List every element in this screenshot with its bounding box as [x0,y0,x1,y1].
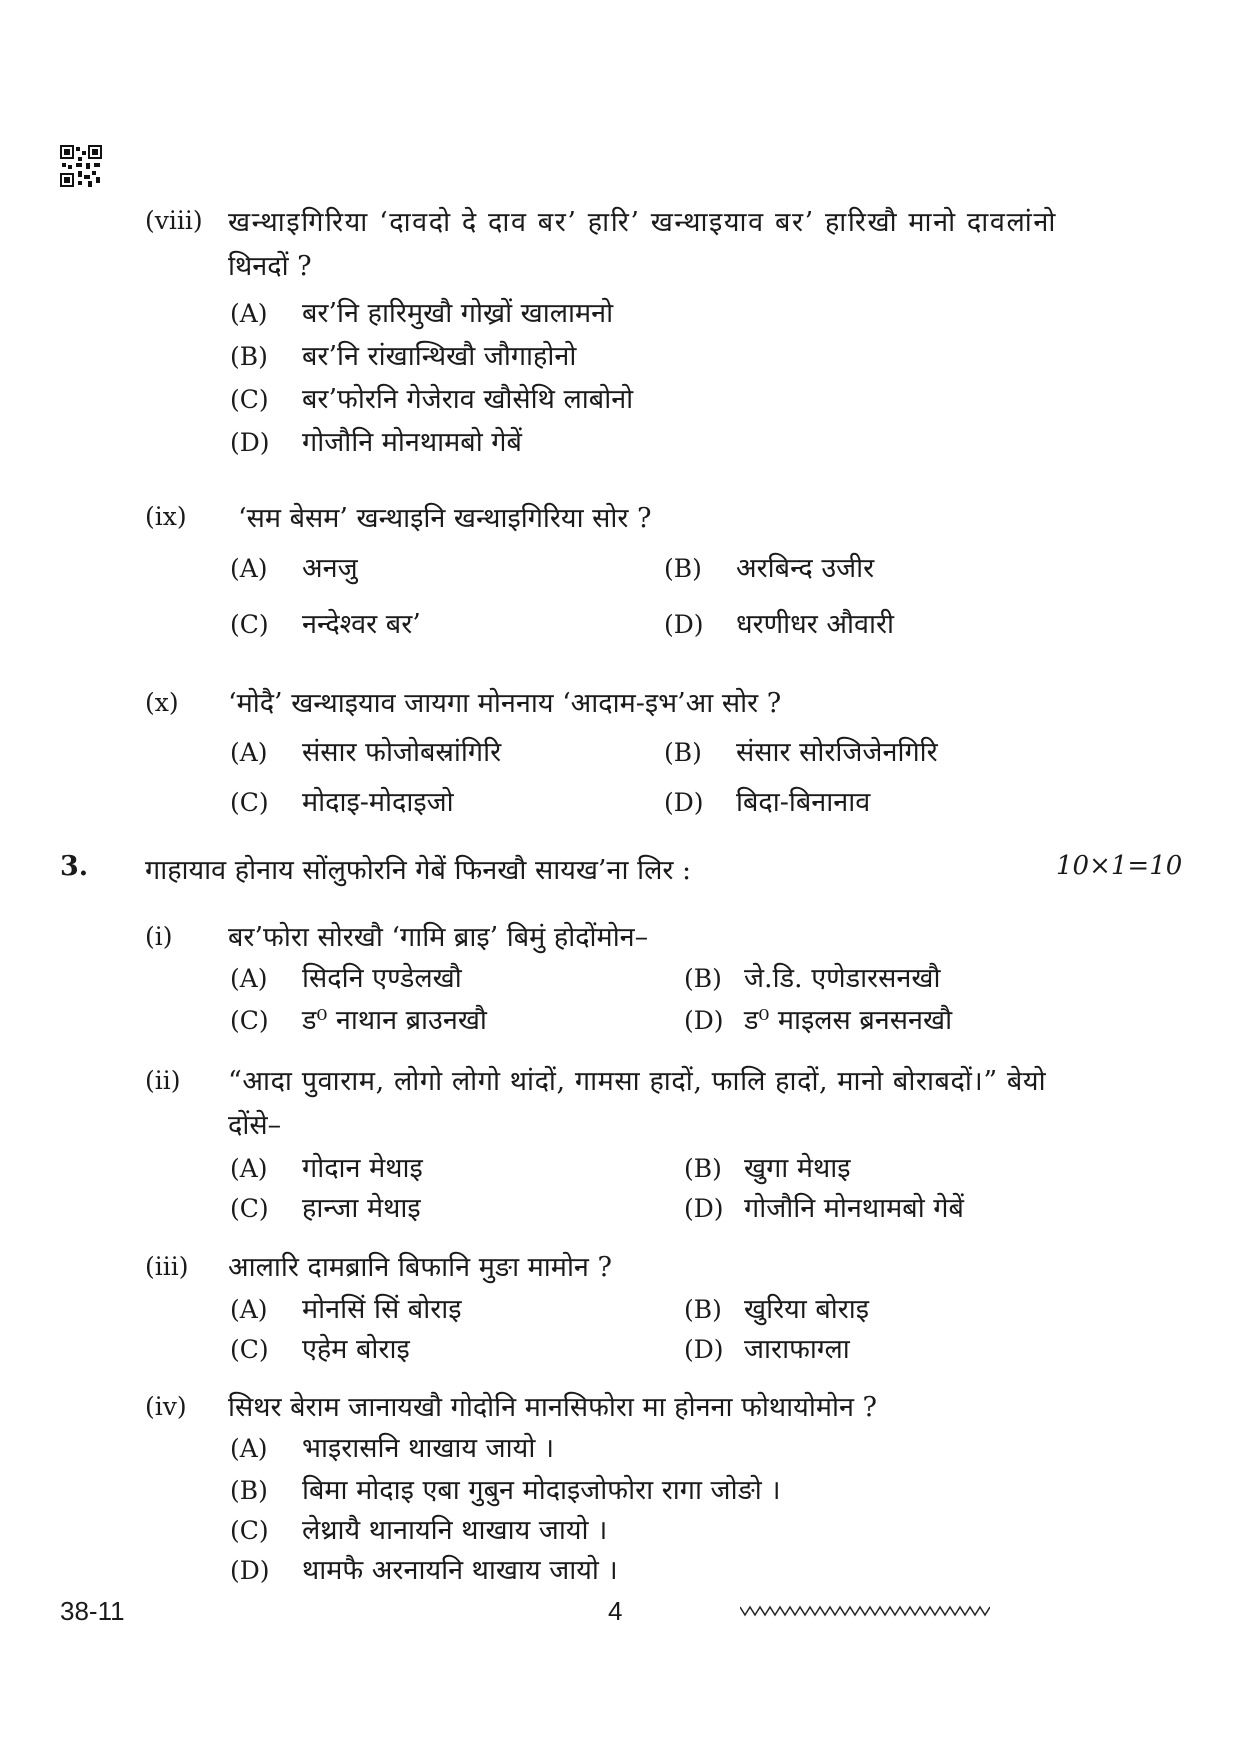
option-ix-a: (A) अनजु [230,553,358,584]
question-viii-text-line2: थिनदों ? [228,251,312,282]
question-3-i-number: (i) [145,922,173,951]
question-ix-number: (ix) [145,502,187,531]
option-3-iv-b: (B) बिमा मोदाइ एबा गुबुन मोदाइजोफोरा रागा जोङो । [230,1475,781,1506]
question-3-iv-text: सिथर बेराम जानायखौ गोदोनि मानसिफोरा मा होनना फोथायोमोन ? [228,1392,878,1423]
option-3-i-c: (C) ड⁰ नाथान ब्राउनखौ [230,1005,487,1036]
option-viii-b: (B) बर’नि रांखान्थिखौ जौगाहोनो [230,341,577,372]
option-3-iv-d: (D) थामफै अरनायनि थाखाय जायो । [230,1555,618,1586]
option-3-i-b: (B) जे.डि. एणेडारसनखौ [684,963,941,994]
question-3-ii-text-line1: “आदा पुवाराम, लोगो लोगो थांदों, गामसा हादों, फालि हादों, मानो बोराबदों।” बेयो [228,1066,1047,1097]
question-viii-text-line1: खन्थाइगिरिया ‘दावदो दे दाव बर’ हारि’ खन्थाइयाव बर’ हारिखौ मानो दावलांनो [228,207,1057,238]
option-ix-c: (C) नन्देश्वर बर’ [230,609,421,640]
option-viii-a: (A) बर’नि हारिमुखौ गोख्रों खालामनो [230,298,614,329]
question-3-iii-text: आलारि दामब्रानि बिफानि मुङा मामोन ? [228,1252,612,1283]
option-viii-d: (D) गोजौनि मोनथामबो गेबें [230,427,522,458]
option-3-iv-a: (A) भाइरासनि थाखाय जायो । [230,1433,555,1464]
option-3-i-d: (D) ड⁰ माइलस ब्रनसनखौ [684,1005,953,1036]
option-3-ii-b: (B) खुगा मेथाइ [684,1153,851,1184]
option-ix-b: (B) अरबिन्द उजीर [664,553,875,584]
page-number: 4 [608,1596,623,1626]
question-number: (viii) [145,206,203,235]
option-ix-d: (D) धरणीधर औवारी [664,609,895,640]
option-3-iv-c: (C) लेथ्रायै थानायनि थाखाय जायो । [230,1515,608,1546]
paper-code: 38-11 [60,1596,125,1626]
section-number: 3. [60,851,89,882]
question-ix-text: ‘सम बेसम’ खन्थाइनि खन्थाइगिरिया सोर ? [238,503,652,534]
option-3-iii-a: (A) मोनसिं सिं बोराइ [230,1294,462,1325]
wave-line-icon [740,1603,990,1619]
question-3-iii-number: (iii) [145,1252,189,1281]
question-3-i-text: बर’फोरा सोरखौ ‘गामि ब्राइ’ बिमुं होदोंमोन– [228,922,649,953]
option-3-iii-c: (C) एहेम बोराइ [230,1334,410,1365]
question-3-ii-number: (ii) [145,1066,181,1095]
option-3-ii-d: (D) गोजौनि मोनथामबो गेबें [684,1193,964,1224]
option-3-iii-b: (B) खुरिया बोराइ [684,1294,870,1325]
section-instruction: गाहायाव होनाय सोंलुफोरनि गेबें फिनखौ सायख’ना लिर : [145,855,692,886]
question-x-text: ‘मोदै’ खन्थाइयाव जायगा मोननाय ‘आदाम-इभ’आ सोर ? [228,688,782,719]
option-x-d: (D) बिदा-बिनानाव [664,787,871,818]
option-x-a: (A) संसार फोजोबस्रांगिरि [230,737,502,768]
option-3-ii-a: (A) गोदान मेथाइ [230,1153,423,1184]
option-x-c: (C) मोदाइ-मोदाइजो [230,787,454,818]
option-x-b: (B) संसार सोरजिजेनगिरि [664,737,938,768]
qr-code-icon [60,145,102,187]
question-3-ii-text-line2: दोंसे– [228,1110,282,1141]
option-viii-c: (C) बर’फोरनि गेजेराव खौसेथि लाबोनो [230,384,634,415]
question-3-iv-number: (iv) [145,1392,187,1421]
section-marks: 10×1=10 [1056,851,1183,881]
option-3-ii-c: (C) हान्जा मेथाइ [230,1193,421,1224]
option-3-iii-d: (D) जाराफाग्ला [684,1334,850,1365]
option-3-i-a: (A) सिदनि एण्डेलखौ [230,963,462,994]
question-x-number: (x) [145,688,179,717]
